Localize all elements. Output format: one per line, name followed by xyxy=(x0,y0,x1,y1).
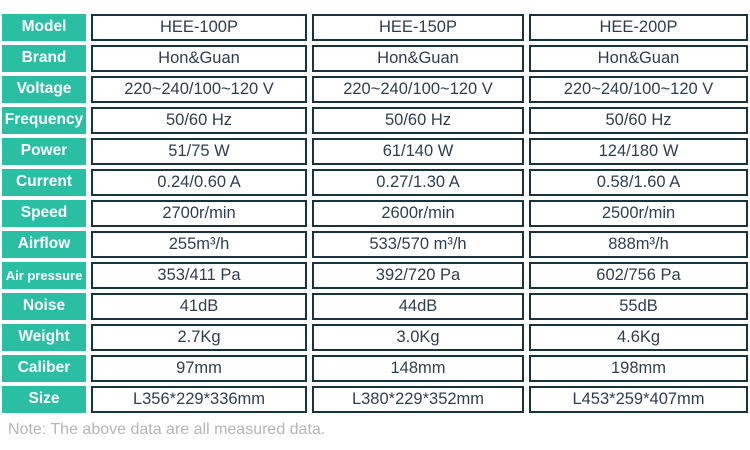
cell-value-hee-100p: 220~240/100~120 V xyxy=(91,76,307,103)
cell-value-hee-150p: 0.27/1.30 A xyxy=(312,169,524,196)
cell-value-hee-150p: 50/60 Hz xyxy=(312,107,524,134)
row-label: Model xyxy=(2,14,86,41)
cell-value-hee-150p: 392/720 Pa xyxy=(312,262,524,289)
cell-value-hee-200p: 4.6Kg xyxy=(529,324,748,351)
cell-value-hee-100p: Hon&Guan xyxy=(91,45,307,72)
cell-value-hee-200p: 2500r/min xyxy=(529,200,748,227)
row-label: Airflow xyxy=(2,231,86,258)
cell-value-hee-100p: 0.24/0.60 A xyxy=(91,169,307,196)
cell-value-hee-150p: Hon&Guan xyxy=(312,45,524,72)
cell-value-hee-150p: 220~240/100~120 V xyxy=(312,76,524,103)
row-label: Noise xyxy=(2,293,86,320)
cell-value-hee-150p: 3.0Kg xyxy=(312,324,524,351)
row-label: Frequency xyxy=(2,107,86,134)
note-text: Note: The above data are all measured data. xyxy=(8,421,326,438)
cell-value-hee-100p: 50/60 Hz xyxy=(91,107,307,134)
row-label: Voltage xyxy=(2,76,86,103)
cell-value-hee-200p: 220~240/100~120 V xyxy=(529,76,748,103)
cell-value-hee-100p: HEE-100P xyxy=(91,14,307,41)
cell-value-hee-200p: Hon&Guan xyxy=(529,45,748,72)
spec-table xyxy=(2,14,748,413)
cell-value-hee-150p: L380*229*352mm xyxy=(312,386,524,413)
cell-value-hee-200p: 124/180 W xyxy=(529,138,748,165)
cell-value-hee-200p: 55dB xyxy=(529,293,748,320)
cell-value-hee-200p: 50/60 Hz xyxy=(529,107,748,134)
row-label: Air pressure xyxy=(2,262,86,289)
cell-value-hee-150p: 533/570 m³/h xyxy=(312,231,524,258)
cell-value-hee-100p: 97mm xyxy=(91,355,307,382)
cell-value-hee-150p: 2600r/min xyxy=(312,200,524,227)
row-label: Speed xyxy=(2,200,86,227)
row-label: Caliber xyxy=(2,355,86,382)
cell-value-hee-200p: 602/756 Pa xyxy=(529,262,748,289)
row-label: Brand xyxy=(2,45,86,72)
cell-value-hee-200p: 888m³/h xyxy=(529,231,748,258)
cell-value-hee-150p: 61/140 W xyxy=(312,138,524,165)
row-label: Weight xyxy=(2,324,86,351)
cell-value-hee-200p: 0.58/1.60 A xyxy=(529,169,748,196)
cell-value-hee-100p: 353/411 Pa xyxy=(91,262,307,289)
cell-value-hee-100p: L356*229*336mm xyxy=(91,386,307,413)
cell-value-hee-150p: 44dB xyxy=(312,293,524,320)
cell-value-hee-100p: 255m³/h xyxy=(91,231,307,258)
row-label: Current xyxy=(2,169,86,196)
cell-value-hee-200p: HEE-200P xyxy=(529,14,748,41)
cell-value-hee-150p: 148mm xyxy=(312,355,524,382)
cell-value-hee-100p: 41dB xyxy=(91,293,307,320)
row-label: Power xyxy=(2,138,86,165)
cell-value-hee-100p: 2700r/min xyxy=(91,200,307,227)
cell-value-hee-200p: L453*259*407mm xyxy=(529,386,748,413)
row-label: Size xyxy=(2,386,86,413)
cell-value-hee-100p: 2.7Kg xyxy=(91,324,307,351)
cell-value-hee-150p: HEE-150P xyxy=(312,14,524,41)
cell-value-hee-200p: 198mm xyxy=(529,355,748,382)
cell-value-hee-100p: 51/75 W xyxy=(91,138,307,165)
